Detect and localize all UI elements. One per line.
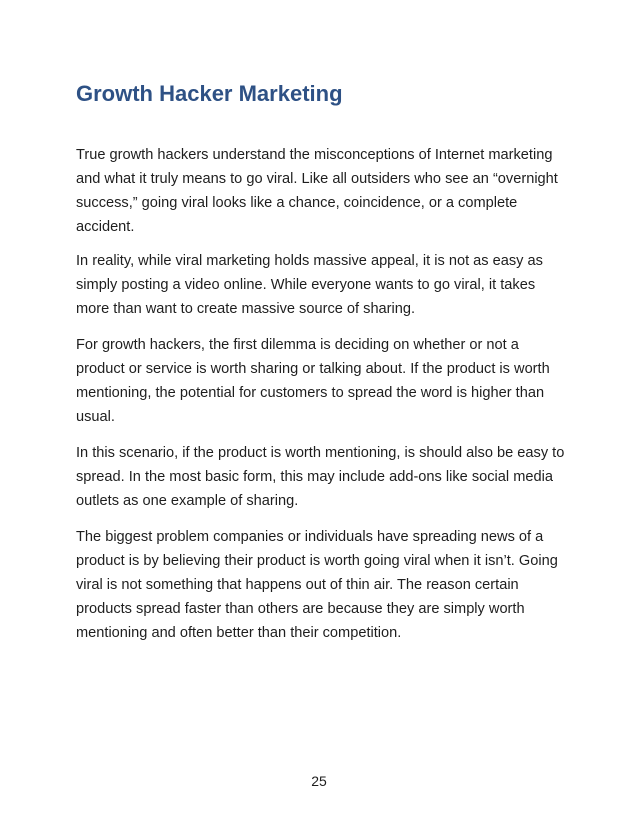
- page-title: Growth Hacker Marketing: [76, 81, 343, 106]
- paragraph: In this scenario, if the product is worth mentioning, is should also be easy to spread. In the most basic form, this may include add-ons like social media outlets as one example of sharing.: [76, 445, 565, 509]
- paragraph: For growth hackers, the first dilemma is deciding on whether or not a product or service is worth sharing or talking about. If the product is worth mentioning, the potential for customers to spread the word is higher than usual.: [76, 337, 550, 425]
- paragraph: True growth hackers understand the misconceptions of Internet marketing and what it truly means to go viral. Like all outsiders who see an “overnight success,” going viral looks like a chance, coincidence, or a complete accident.: [76, 147, 558, 235]
- paragraph: In reality, while viral marketing holds massive appeal, it is not as easy as simply posting a video online. While everyone wants to go viral, it takes more than want to create massive source of sharing.: [76, 253, 543, 317]
- page-number: 25: [311, 773, 327, 789]
- body-text: [76, 143, 566, 657]
- paragraph: The biggest problem companies or individuals have spreading news of a product is by believing their product is worth going viral when it isn’t. Going viral is not something that happens out of thin air. The reason certain products spread faster than others are because they are simply worth mentioning and often better than their competition.: [76, 529, 558, 641]
